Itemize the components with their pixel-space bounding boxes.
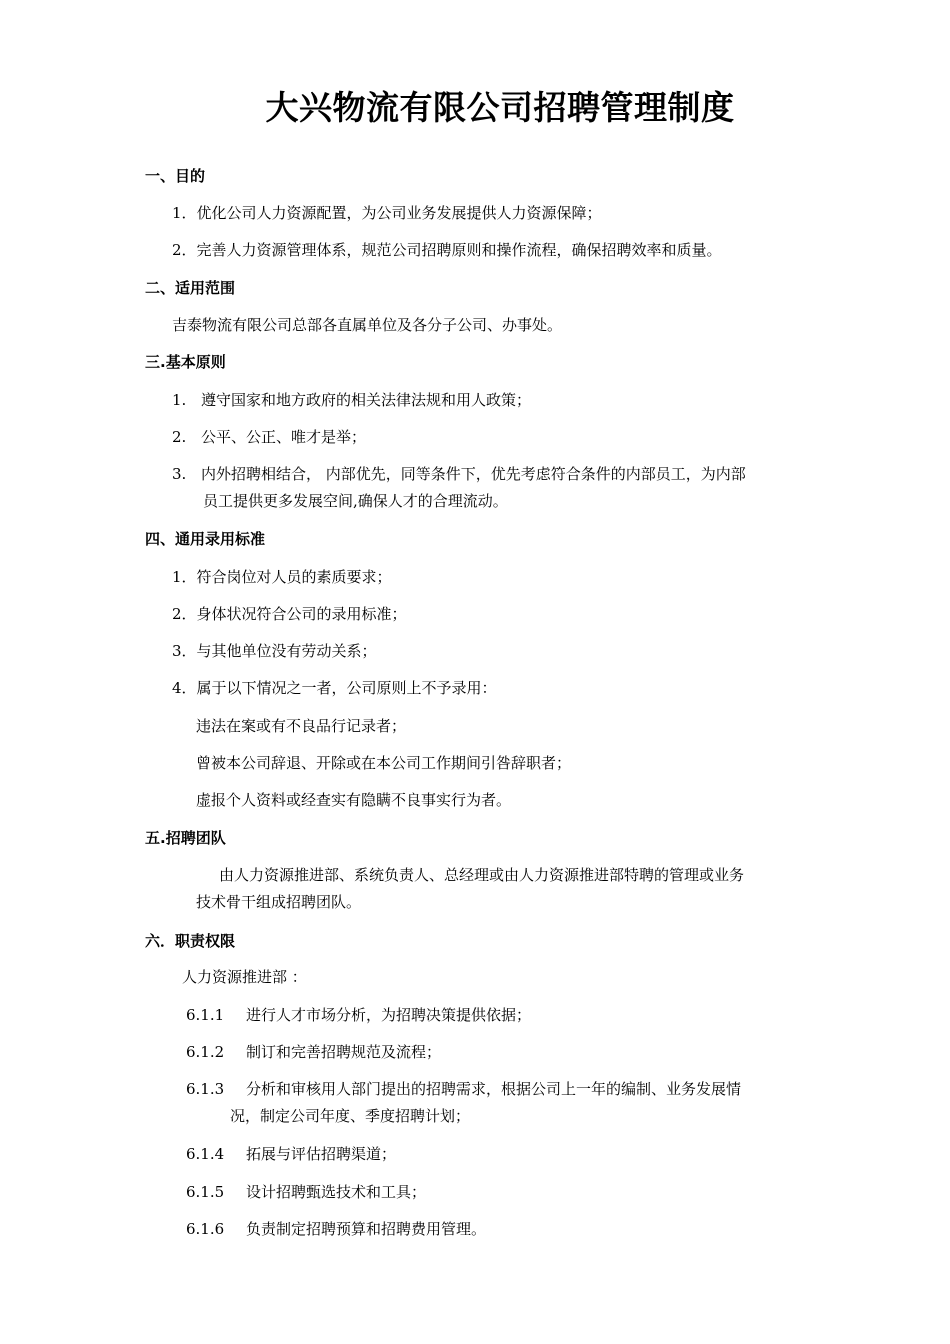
item-number: 6.1.2 xyxy=(186,1043,225,1061)
list-item xyxy=(172,202,602,223)
item-text: 属于以下情况之一者，公司原则上不予录用： xyxy=(196,679,497,697)
item-number: 3. xyxy=(172,465,187,483)
list-item xyxy=(186,1004,531,1025)
item-continuation: 员工提供更多发展空间,确保人才的合理流动。 xyxy=(203,492,508,510)
item-text: 优化公司人力资源配置，为公司业务发展提供人力资源保障； xyxy=(196,204,602,222)
item-number: 2． xyxy=(172,605,197,623)
list-item xyxy=(172,640,377,661)
item-number: 6.1.1 xyxy=(186,1006,225,1024)
team-text-continuation: 技术骨干组成招聘团队。 xyxy=(196,893,362,911)
item-text: 设计招聘甄选技术和工具； xyxy=(246,1183,427,1201)
item-text: 负责制定招聘预算和招聘费用管理。 xyxy=(246,1220,487,1238)
list-item xyxy=(186,1143,396,1164)
item-number: 6.1.4 xyxy=(186,1145,225,1163)
department-label: 人力资源推进部 ： xyxy=(182,968,307,986)
item-text: 分析和审核用人部门提出的招聘需求，根据公司上一年的编制、业务发展情 xyxy=(246,1080,742,1098)
list-item xyxy=(186,1218,486,1239)
item-text: 符合岗位对人员的素质要求； xyxy=(196,568,392,586)
list-item xyxy=(172,603,407,624)
item-text: 内外招聘相结合， 内部优先，同等条件下，优先考虑符合条件的内部员工，为内部 xyxy=(201,465,746,483)
list-item xyxy=(172,566,392,587)
list-item xyxy=(172,677,497,698)
item-text: 与其他单位没有劳动关系； xyxy=(196,642,377,660)
item-text: 完善人力资源管理体系，规范公司招聘原则和操作流程，确保招聘效率和质量。 xyxy=(196,241,722,259)
item-text: 拓展与评估招聘渠道； xyxy=(246,1145,397,1163)
sub-item: 曾被本公司辞退、开除或在本公司工作期间引咎辞职者； xyxy=(196,754,572,772)
section-heading-principles: 三.基本原则 xyxy=(145,353,226,371)
item-continuation: 况，制定公司年度、季度招聘计划； xyxy=(230,1107,471,1125)
item-number: 4． xyxy=(172,679,197,697)
item-number: 1． xyxy=(172,204,197,222)
sub-item: 违法在案或有不良品行记录者； xyxy=(196,717,407,735)
list-item xyxy=(186,1181,426,1202)
section-heading-criteria: 四、通用录用标准 xyxy=(145,530,266,548)
section-heading-scope: 二、适用范围 xyxy=(145,279,236,297)
document-title: 大兴物流有限公司招聘管理制度 xyxy=(265,88,735,127)
item-text: 公平、公正、唯才是举； xyxy=(201,428,367,446)
list-item xyxy=(172,389,531,410)
list-item xyxy=(172,239,722,260)
section-heading-responsibilities: 六．职责权限 xyxy=(145,932,236,950)
sub-item: 虚报个人资料或经查实有隐瞒不良事实行为者。 xyxy=(196,791,512,809)
item-number: 1． xyxy=(172,568,197,586)
item-number: 2. xyxy=(172,428,187,446)
scope-text: 吉泰物流有限公司总部各直属单位及各分子公司、办事处。 xyxy=(172,316,563,334)
section-heading-purpose: 一、目的 xyxy=(145,167,206,185)
item-number: 1. xyxy=(172,391,187,409)
list-item xyxy=(186,1041,441,1062)
list-item xyxy=(186,1078,741,1099)
item-number: 6.1.5 xyxy=(186,1183,225,1201)
team-text: 由人力资源推进部、系统负责人、总经理或由人力资源推进部特聘的管理或业务 xyxy=(219,866,745,884)
item-number: 6.1.6 xyxy=(186,1220,225,1238)
item-number: 2． xyxy=(172,241,197,259)
item-text: 制订和完善招聘规范及流程； xyxy=(246,1043,442,1061)
item-number: 6.1.3 xyxy=(186,1080,225,1098)
item-text: 遵守国家和地方政府的相关法律法规和用人政策； xyxy=(201,391,532,409)
section-heading-team: 五.招聘团队 xyxy=(145,829,226,847)
item-text: 身体状况符合公司的录用标准； xyxy=(196,605,407,623)
item-number: 3． xyxy=(172,642,197,660)
list-item xyxy=(172,426,366,447)
item-text: 进行人才市场分析，为招聘决策提供依据； xyxy=(246,1006,532,1024)
list-item xyxy=(172,463,746,484)
